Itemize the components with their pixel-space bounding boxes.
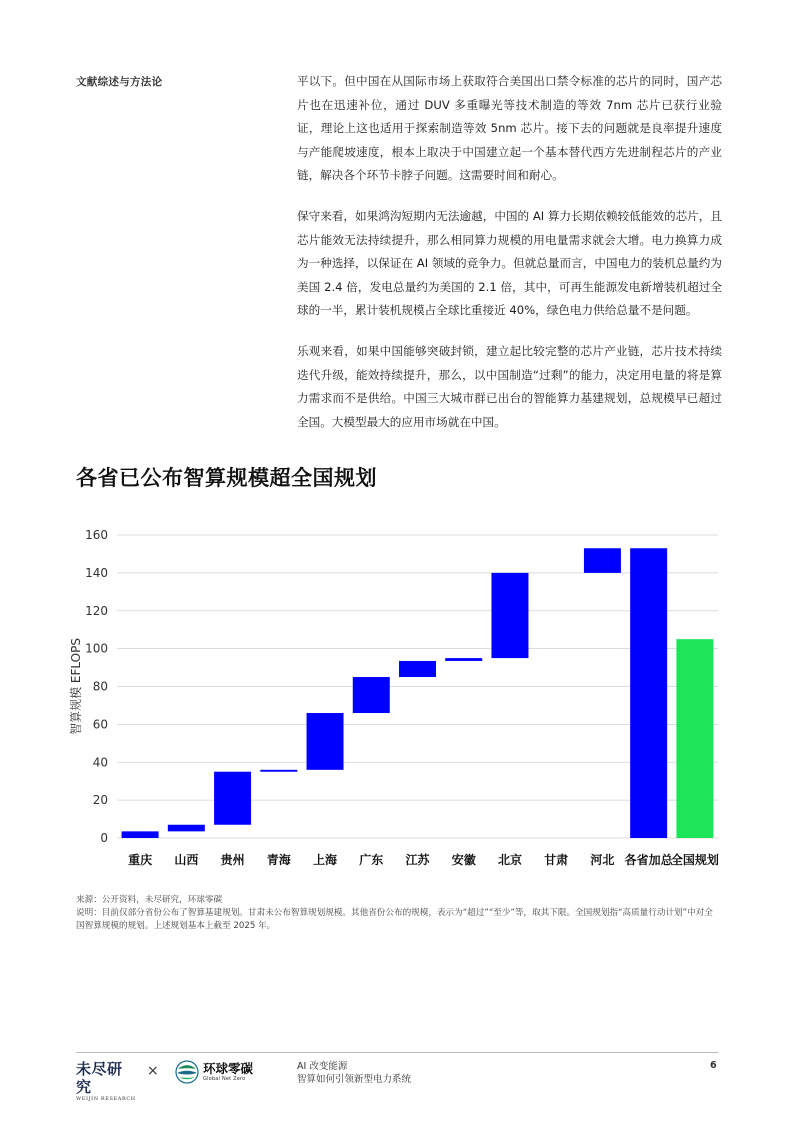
weijin-logo-en: WEIJIN RESEARCH <box>76 1096 136 1102</box>
bar-7 <box>399 661 436 677</box>
y-tick-label: 160 <box>85 528 108 542</box>
paragraph-1: 平以下。但中国在从国际市场上获取符合美国出口禁令标准的芯片的同时，国产芯片也在迅速补位，通过 DUV 多重曝光等技术制造的等效 7nm 芯片已获行业验证，理论上这也适用于探索制造等效 5nm 芯片。接下去的问题就是良率提升速度与产能爬坡速度，根本上取决于中国建立起一个基本替代西方先进制程芯片的产业链，解决各个环节卡脖子问题。这需要时间和耐心。 <box>297 74 722 183</box>
bar-2 <box>168 825 205 832</box>
footer-doc-line1: AI 改变能源 <box>297 1061 348 1072</box>
x-tick-label: 贵州 <box>220 853 245 867</box>
x-tick-label: 广东 <box>359 853 384 867</box>
x-tick-label: 各省加总 <box>624 853 673 867</box>
y-axis-label: 智算规模 EFLOPS <box>69 638 83 735</box>
bar-1 <box>122 831 159 838</box>
paragraph-2: 保守来看，如果鸿沟短期内无法逾越，中国的 AI 算力长期依赖较低能效的芯片，且芯片能效无法持续提升，那么相同算力规模的用电量需求就会大增。电力换算力成为一种选择，以保证在 AI 领域的竞争力。但就总量而言，中国电力的装机总量约为美国 2.4 倍，发电总量约为美国的 2.1 倍，其中，可再生能源发电新增装机超过全球的一半，累计装机规模占全球比重接近 40%，绿色电力供给总量不是问题。 <box>297 208 722 318</box>
x-tick-label: 江苏 <box>405 853 430 867</box>
bar-3 <box>214 772 251 825</box>
explanation-note: 说明：目前仅部分省份公布了智算基建规划。甘肃未公布智算规划规模。其他省份公布的规模，表示为“超过”“至少”等，取其下限。全国规划指“高质量行动计划”中对全国智算规模的规划。上述规划基本上截至 2025 年。 <box>76 908 713 931</box>
chart-title: 各省已公布智算规模超全国规划 <box>76 466 377 490</box>
x-tick-label: 河北 <box>590 853 615 867</box>
y-tick-label: 20 <box>92 793 108 808</box>
footer-divider <box>76 1052 718 1053</box>
y-tick-label: 140 <box>85 565 108 580</box>
x-tick-label: 青海 <box>266 853 291 867</box>
gnz-logo <box>203 1062 253 1082</box>
bar-4 <box>260 770 297 772</box>
source-note: 来源：公开资料，未尽研究，环球零碳 <box>76 895 223 905</box>
weijin-logo <box>76 1060 136 1102</box>
waterfall-chart <box>60 520 720 880</box>
bar-9 <box>491 573 528 658</box>
y-tick-label: 80 <box>92 679 108 694</box>
y-tick-label: 60 <box>92 717 108 732</box>
y-tick-label: 120 <box>85 603 108 618</box>
gnz-logo-en: Global Net Zero <box>203 1076 246 1082</box>
section-label: 文献综述与方法论 <box>76 76 163 88</box>
x-tick-label: 甘肃 <box>544 853 569 867</box>
x-tick-label: 山西 <box>174 853 199 867</box>
bar-8 <box>445 658 482 661</box>
paragraph-3: 乐观来看，如果中国能够突破封锁，建立起比较完整的芯片产业链，芯片技术持续迭代升级，能效持续提升，那么，以中国制造“过剩”的能力，决定用电量的将是算力需求而不是供给。中国三大城市群已出台的智能算力基建规划，总规模早已超过全国。大模型最大的应用市场就在中国。 <box>297 343 722 429</box>
chart-notes <box>76 894 716 933</box>
globe-icon <box>175 1060 199 1084</box>
times-mark: × <box>147 1063 159 1079</box>
x-tick-label: 北京 <box>497 853 522 867</box>
x-tick-label: 重庆 <box>128 853 153 867</box>
x-tick-label: 安徽 <box>451 853 476 867</box>
y-tick-label: 100 <box>85 641 108 656</box>
x-tick-label: 上海 <box>313 853 338 867</box>
bar-12 <box>630 548 667 838</box>
weijin-logo-cn: 未尽研究 <box>76 1060 123 1096</box>
bar-5 <box>307 713 344 770</box>
footer-doc-line2: 智算如何引领新型电力系统 <box>297 1074 412 1085</box>
bar-6 <box>353 677 390 713</box>
x-tick-label: 全国规划 <box>670 853 719 867</box>
body-text <box>297 70 722 451</box>
bar-13 <box>676 639 713 838</box>
footer-doc-title <box>297 1060 411 1086</box>
gnz-logo-cn: 环球零碳 <box>203 1061 254 1076</box>
bar-11 <box>584 548 621 573</box>
page-number: 6 <box>710 1060 717 1071</box>
y-tick-label: 40 <box>92 755 108 770</box>
y-tick-label: 0 <box>100 831 108 845</box>
